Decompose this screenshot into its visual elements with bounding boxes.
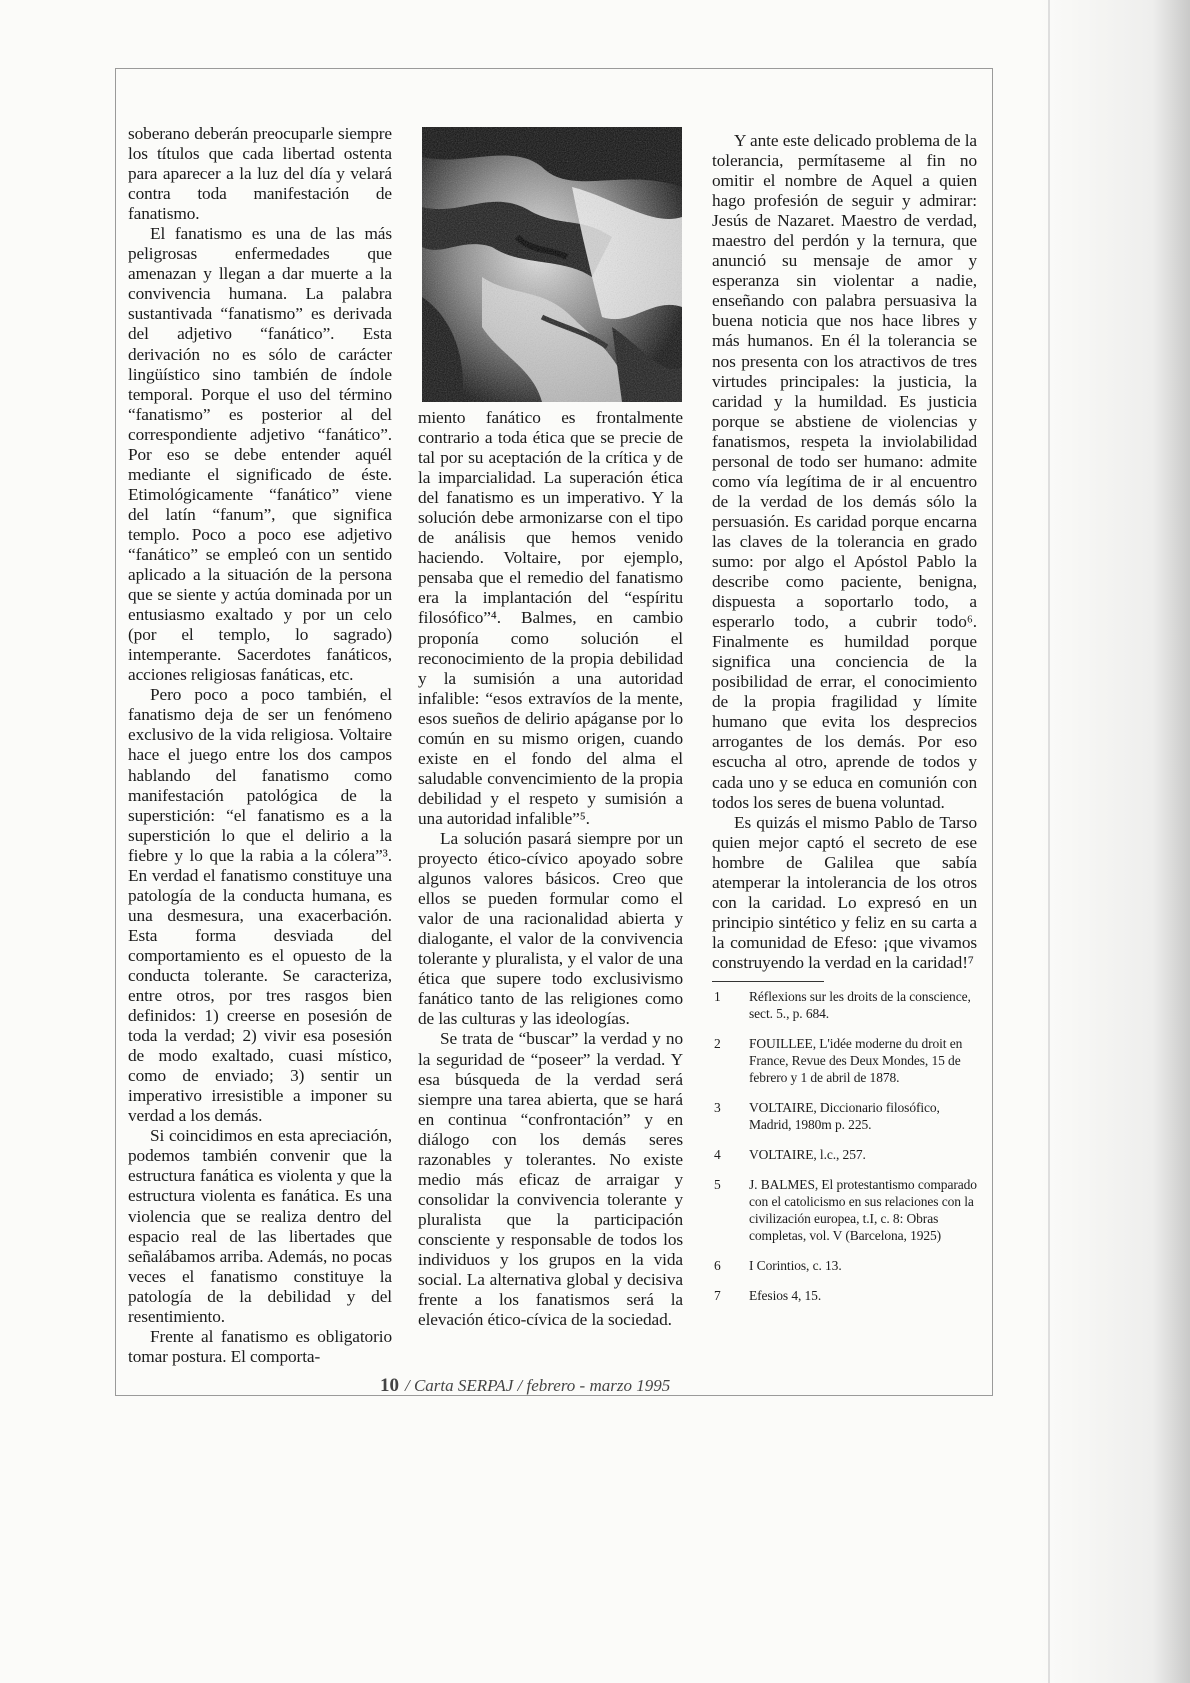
footnote bbox=[712, 988, 977, 1022]
paragraph: Es quizás el mismo Pablo de Tarso quien mejor captó el secreto de ese hombre de Galilea que sabía atemperar la intolerancia de los otros con la caridad. Lo expresó en un principio sintético y feliz en su carta a la comunidad de Efeso: ¡que vivamos construyendo la verdad en la caridad!⁷ bbox=[712, 812, 977, 972]
page-edge-shadow bbox=[1040, 0, 1190, 1683]
footnote-text: FOUILLEE, L'idée moderne du droit en France, Revue des Deux Mondes, 15 de febrero y 1 de abril de 1878. bbox=[749, 1035, 963, 1085]
footnote bbox=[712, 1287, 977, 1304]
paragraph: Y ante este delicado problema de la tolerancia, permítaseme al fin no omitir el nombre de Aquel a quien hago profesión de seguir y admirar: Jesús de Nazaret. Maestro de verdad, maestro del perdón y la ternura, que anunció su mensaje de amor y esperanza sin violentar a nadie, enseñando con palabra persuasiva la buena noticia que nos hace libres y más humanos. En él la tolerancia se nos presenta con los atractivos de tres virtudes principales: la justicia, la caridad y la humildad. Es justicia porque se abstiene de violencias y fanatismos, respeta la inviolabilidad personal de todo ser humano: admite como vía legítima de ir al encuentro de la verdad de los demás sólo la persuasión. Es caridad porque encarna las claves de la tolerancia en grado sumo: por algo el Apóstol Pablo la describe como paciente, benigna, dispuesta a soportarlo todo, a esperarlo todo, a cubrir todo⁶. Finalmente es humildad porque significa una conciencia de la posibilidad de errar, el conocimiento de la propia fragilidad y límite humano que evita los desprecios arrogantes de los demás. Por eso escucha al otro, aprende de todos y cada uno y se educa en comunión con todos los seres de buena voluntad. bbox=[712, 131, 977, 812]
footnote-number: 2 bbox=[714, 1035, 721, 1051]
footnote-number: 5 bbox=[714, 1176, 721, 1192]
footnote bbox=[712, 1099, 977, 1133]
footnote bbox=[712, 1176, 977, 1244]
footnotes-list bbox=[712, 988, 977, 1304]
footer-publication: / Carta SERPAJ / febrero - marzo 1995 bbox=[405, 1376, 671, 1395]
footnote-number: 6 bbox=[714, 1257, 721, 1273]
footnote-number: 1 bbox=[714, 988, 721, 1004]
footnote-text: VOLTAIRE, l.c., 257. bbox=[749, 1146, 866, 1162]
footnote bbox=[712, 1257, 977, 1274]
paragraph: La solución pasará siempre por un proyecto ético-cívico apoyado sobre algunos valores básicos. Creo que ellos se pueden formular como el valor de una racionalidad abierta y dialogante, el valor de la convivencia tolerante y pluralista, y el valor de una ética que supere todo exclusivismo fanático tanto de las religiones como de las culturas y las ideologías. bbox=[418, 828, 683, 1029]
footnote-number: 3 bbox=[714, 1099, 721, 1115]
footnote-text: J. BALMES, El protestantismo comparado con el catolicismo en sus relaciones con la civilización europea, t.I, c. 8: Obras completas, vol. V (Barcelona, 1925) bbox=[749, 1176, 977, 1243]
paragraph: Pero poco a poco también, el fanatismo deja de ser un fenómeno exclusivo de la vida religiosa. Voltaire hace el juego entre los dos campos hablando del fanatismo como manifestación patológica de la superstición: “el fanatismo es a la superstición lo que el delirio a la fiebre y lo que la rabia a la cólera”³. En verdad el fanatismo constituye una patología de la conducta humana, es una desmesura, una exacerbación. Esta forma desviada del comportamiento es el opuesto de la conducta tolerante. Se caracteriza, entre otros, por tres rasgos bien definidos: 1) creerse en posesión de toda la verdad; 2) vivir esa posesión de modo exaltado, cuasi místico, como de enviado; 3) sentir un imperativo irresistible a imponer su verdad a los demás. bbox=[128, 685, 392, 1126]
paragraph: Si coincidimos en esta apreciación, podemos también convenir que la estructura fanática es violenta y que la estructura violenta es fanática. Es una violencia que se realiza dentro del espacio real de las libertades que señalábamos arriba. Además, no pocas veces el fanatismo constituye la patología de la debilidad y del resentimiento. bbox=[128, 1126, 392, 1326]
face-photo-icon bbox=[422, 127, 682, 402]
page-number: 10 bbox=[380, 1375, 399, 1396]
paragraph: El fanatismo es una de las más peligrosas enfermedades que amenazan y llegan a dar muerte a la convivencia humana. La palabra sustantivada “fanatismo” es derivada del adjetivo “fanático”. Esta derivación no es sólo de carácter lingüístico sino también de índole temporal. Porque el uso del término “fanatismo” es posterior al del correspondiente adjetivo “fanático”. Por eso se debe entender aquél mediante el significado de éste. Etimológicamente “fanático” viene del latín “fanum”, que significa templo. Poco a poco ese adjetivo “fanático” se empleó con un sentido aplicado a la situación de la persona que se siente y actúa dominada por un entusiasmo exaltado y por un celo (por el templo, lo sagrado) intemperante. Sacerdotes fanáticos, acciones religiosas fanáticas, etc. bbox=[128, 224, 392, 685]
footnote-divider bbox=[712, 981, 824, 982]
article-column-right bbox=[712, 131, 977, 1317]
paragraph: Se trata de “buscar” la verdad y no la seguridad de “poseer” la verdad. Y esa búsqueda de la verdad será siempre una tarea abierta, que se hará en continua “confrontación” y en diálogo con los demás seres razonables y tolerantes. No existe medio más eficaz de arraigar y consolidar la convivencia tolerante y pluralista que la participación consciente y responsable de todos los individuos y los grupos en la vida social. La alternativa global y decisiva frente a los fanatismos será la elevación ético-cívica de la sociedad. bbox=[418, 1029, 683, 1330]
paragraph: soberano deberán preocuparle siempre los títulos que cada libertad ostenta para aparecer a la luz del día y velará contra toda manifestación de fanatismo. bbox=[128, 124, 392, 224]
footnote bbox=[712, 1146, 977, 1163]
footnote-text: I Corintios, c. 13. bbox=[749, 1257, 842, 1273]
footnote-number: 4 bbox=[714, 1146, 721, 1162]
footnote-number: 7 bbox=[714, 1287, 721, 1303]
footnote-text: VOLTAIRE, Diccionario filosófico, Madrid, 1980m p. 225. bbox=[749, 1099, 940, 1132]
footnote bbox=[712, 1035, 977, 1086]
article-column-middle bbox=[418, 408, 683, 1330]
footnote-text: Réflexions sur les droits de la conscience, sect. 5., p. 684. bbox=[749, 988, 971, 1021]
page-footer bbox=[380, 1375, 800, 1397]
paragraph: Frente al fanatismo es obligatorio tomar postura. El comporta- bbox=[128, 1326, 392, 1366]
paragraph: miento fanático es frontalmente contrario a toda ética que se precie de tal por su aceptación de la crítica y de la imparcialidad. La superación ética del fanatismo es un imperativo. Y la solución debe armonizarse con el tipo de análisis que hemos venido haciendo. Voltaire, por ejemplo, pensaba que el remedio del fanatismo era la implantación del “espíritu filosófico”⁴. Balmes, en cambio proponía como solución el reconocimiento de la propia debilidad y la sumisión a una autoridad infalible: “esos extravíos de la mente, esos sueños de delirio apáganse por lo común en su mismo origen, cuando existe en el fondo del alma el saludable convencimiento de la propia debilidad y el respeto y sumisión a una autoridad infalible”⁵. bbox=[418, 408, 683, 828]
article-column-left bbox=[128, 124, 392, 1367]
footnote-text: Efesios 4, 15. bbox=[749, 1287, 822, 1303]
page-edge-line bbox=[1048, 0, 1050, 1683]
